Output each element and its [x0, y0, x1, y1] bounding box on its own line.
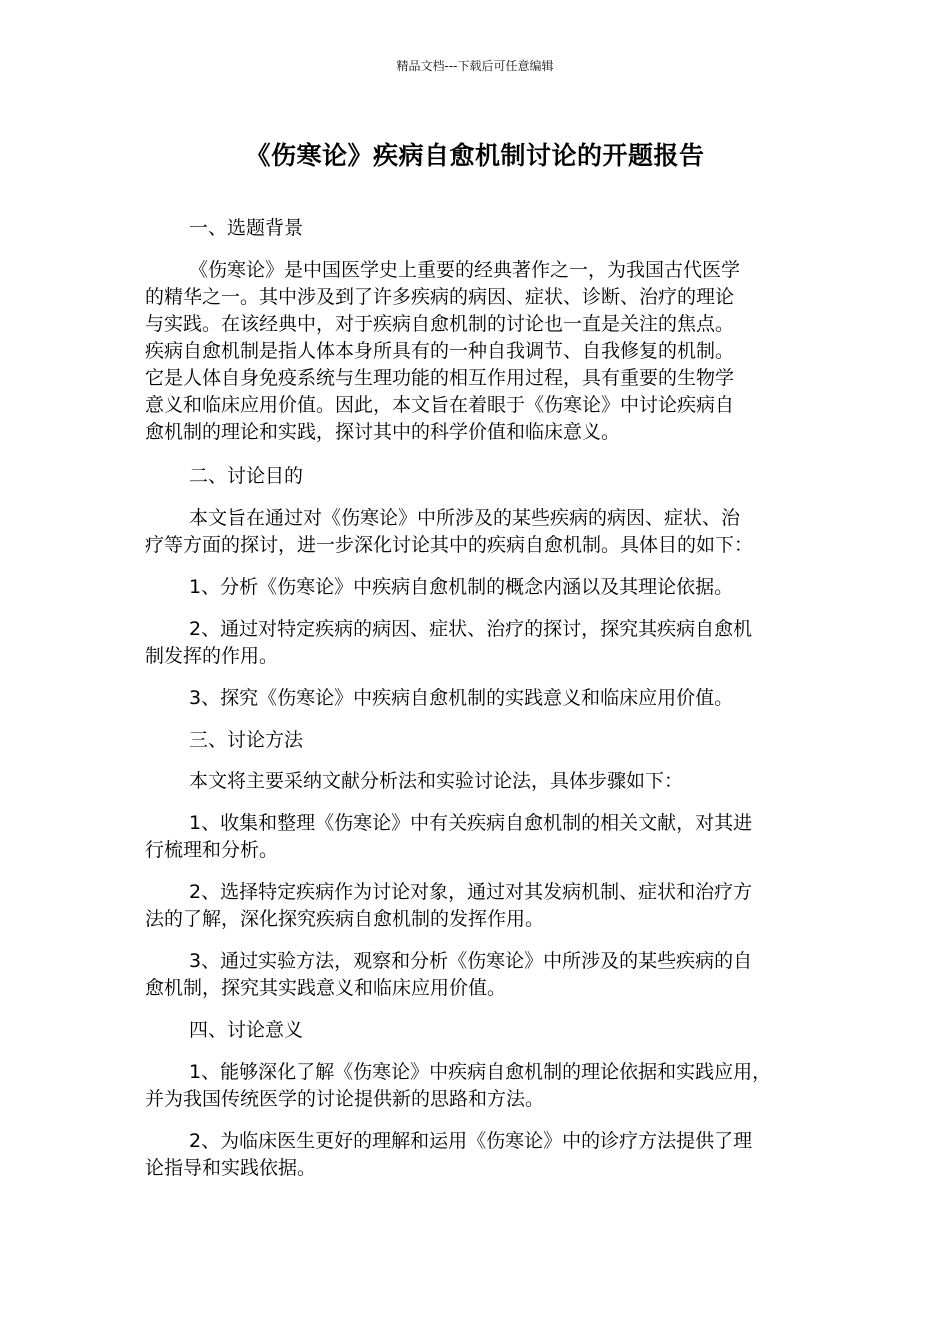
significance-item-1: 1、能够深化了解《伤寒论》中疾病自愈机制的理论依据和实践应用， 并为我国传统医学的讨论提供新的思路和方法。: [145, 1061, 772, 1110]
significance-item-2: 2、为临床医生更好的理解和运用《伤寒论》中的诊疗方法提供了理 论指导和实践依据。: [145, 1130, 753, 1179]
section-heading-method: 三、讨论方法: [189, 729, 304, 751]
method-item-1: 1、收集和整理《伤寒论》中有关疾病自愈机制的相关文献，对其进 行梳理和分析。: [145, 812, 753, 861]
purpose-item-2: 2、通过对特定疾病的病因、症状、治疗的探讨，探究其疾病自愈机 制发挥的作用。: [145, 618, 753, 667]
paragraph-purpose: 本文旨在通过对《伤寒论》中所涉及的某些疾病的病因、症状、治 疗等方面的探讨，进一步深化讨论其中的疾病自愈机制。具体目的如下：: [145, 507, 754, 556]
method-item-2: 2、选择特定疾病作为讨论对象，通过对其发病机制、症状和治疗方 法的了解，深化探究疾病自愈机制的发挥作用。: [145, 881, 753, 930]
method-item-3: 3、通过实验方法，观察和分析《伤寒论》中所涉及的某些疾病的自 愈机制，探究其实践意义和临床应用价值。: [145, 950, 753, 999]
section-heading-purpose: 二、讨论目的: [189, 465, 304, 487]
purpose-item-1: 1、分析《伤寒论》中疾病自愈机制的概念内涵以及其理论依据。: [189, 576, 734, 598]
section-heading-background: 一、选题背景: [189, 217, 304, 239]
paragraph-background: 《伤寒论》是中国医学史上重要的经典著作之一，为我国古代医学 的精华之一。其中涉及到了许多疾病的病因、症状、诊断、治疗的理论 与实践。在该经典中，对于疾病自愈机制的讨论也一直是关注的焦点。 疾病自愈机制是指人体本身所具有的一种自我调节、自我修复的机制。 它是人体自身免疫系统与生理功能的相互作用过程，具有重要的生物学 意义和临床应用价值。因此，本文旨在着眼于《伤寒论》中讨论疾病自 愈机制的理论和实践，探讨其中的科学价值和临床意义。: [145, 259, 741, 443]
document-title: 《伤寒论》疾病自愈机制讨论的开题报告: [245, 141, 705, 170]
section-heading-significance: 四、讨论意义: [189, 1019, 304, 1041]
purpose-item-3: 3、探究《伤寒论》中疾病自愈机制的实践意义和临床应用价值。: [189, 687, 734, 709]
paragraph-method: 本文将主要采纳文献分析法和实验讨论法，具体步骤如下：: [189, 770, 684, 792]
page-header: 精品文档---下载后可任意编辑: [396, 59, 554, 73]
